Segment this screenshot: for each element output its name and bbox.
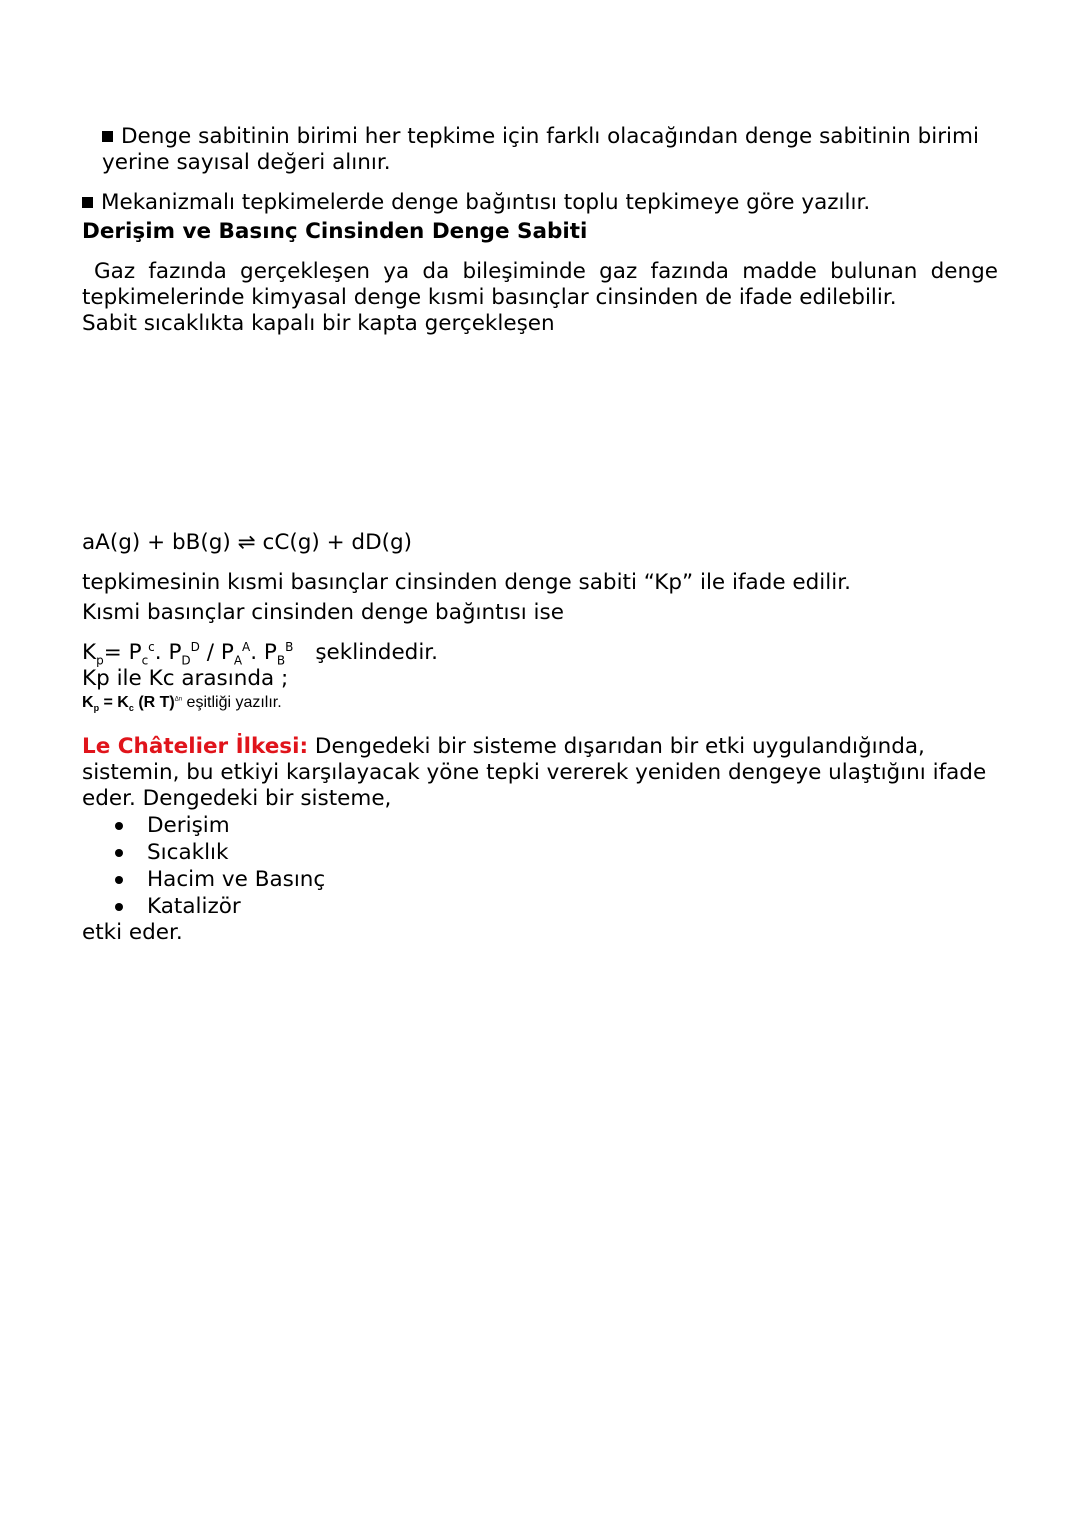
intro-line3: Sabit sıcaklıkta kapalı bir kapta gerçekleşen bbox=[82, 311, 555, 336]
kp-definition bbox=[82, 570, 998, 626]
kp-kc-formula: $K_p = K_c$ (R T)$^{\Delta n}$ eşitliği yazılır. bbox=[82, 694, 282, 714]
kp-line: tepkimesinin kısmi basınçlar cinsinden denge sabiti “Kp” ile ifade edilir. bbox=[82, 570, 851, 595]
closing-text: etki eder. bbox=[82, 920, 183, 945]
square-bullet-icon bbox=[82, 197, 93, 208]
list-item: Katalizör bbox=[112, 893, 998, 920]
kp-kc-intro: Kp ile Kc arasında ; bbox=[82, 666, 289, 691]
document-page bbox=[82, 124, 998, 946]
le-chatelier-text1: Dengedeki bir sisteme dışarıdan bir etki uygulandığında, bbox=[308, 734, 925, 759]
list-item: Hacim ve Basınç bbox=[112, 866, 998, 893]
kp-formula-tail: şeklindedir. bbox=[315, 640, 439, 665]
le-chatelier-paragraph bbox=[82, 734, 998, 812]
section-heading: Derişim ve Basınç Cinsinden Denge Sabiti bbox=[82, 219, 588, 244]
list-item: Derişim bbox=[112, 812, 998, 839]
square-bullet-icon bbox=[102, 131, 113, 142]
blank-space bbox=[82, 337, 998, 530]
relation-intro: Kısmi basınçlar cinsinden denge bağıntısı ise bbox=[82, 600, 564, 625]
intro-line2: tepkimelerinde kimyasal denge kısmi basınçlar cinsinden de ifade edilebilir. bbox=[82, 285, 897, 310]
le-chatelier-text2: sistemin, bu etkiyi karşılayacak yöne tepki vererek yeniden dengeye ulaştığını ifade bbox=[82, 760, 987, 785]
unit-note-line1: Denge sabitinin birimi her tepkime için farklı olacağından denge sabitinin birimi bbox=[121, 124, 979, 149]
le-chatelier-label: Le Châtelier İlkesi: bbox=[82, 734, 309, 759]
unit-note bbox=[82, 124, 998, 176]
factor-list bbox=[82, 812, 998, 920]
list-item: Sıcaklık bbox=[112, 839, 998, 866]
mechanism-note bbox=[82, 190, 998, 216]
kp-formula: $K_p= P_c^c$. $P_D^D / P_A^A$. $P_B^B$ şeklindedir. bbox=[82, 639, 439, 668]
unit-note-line2: yerine sayısal değeri alınır. bbox=[102, 150, 391, 175]
le-chatelier-text3: eder. Dengedeki bir sisteme, bbox=[82, 786, 392, 811]
mechanism-note-text: Mekanizmalı tepkimelerde denge bağıntısı toplu tepkimeye göre yazılır. bbox=[101, 190, 871, 215]
intro-line1: Gaz fazında gerçekleşen ya da bileşiminde gaz fazında madde bulunan denge bbox=[94, 259, 998, 284]
section-intro bbox=[82, 259, 998, 337]
reaction-equation: aA(g) + bB(g) ⇌ cC(g) + dD(g) bbox=[82, 530, 413, 555]
